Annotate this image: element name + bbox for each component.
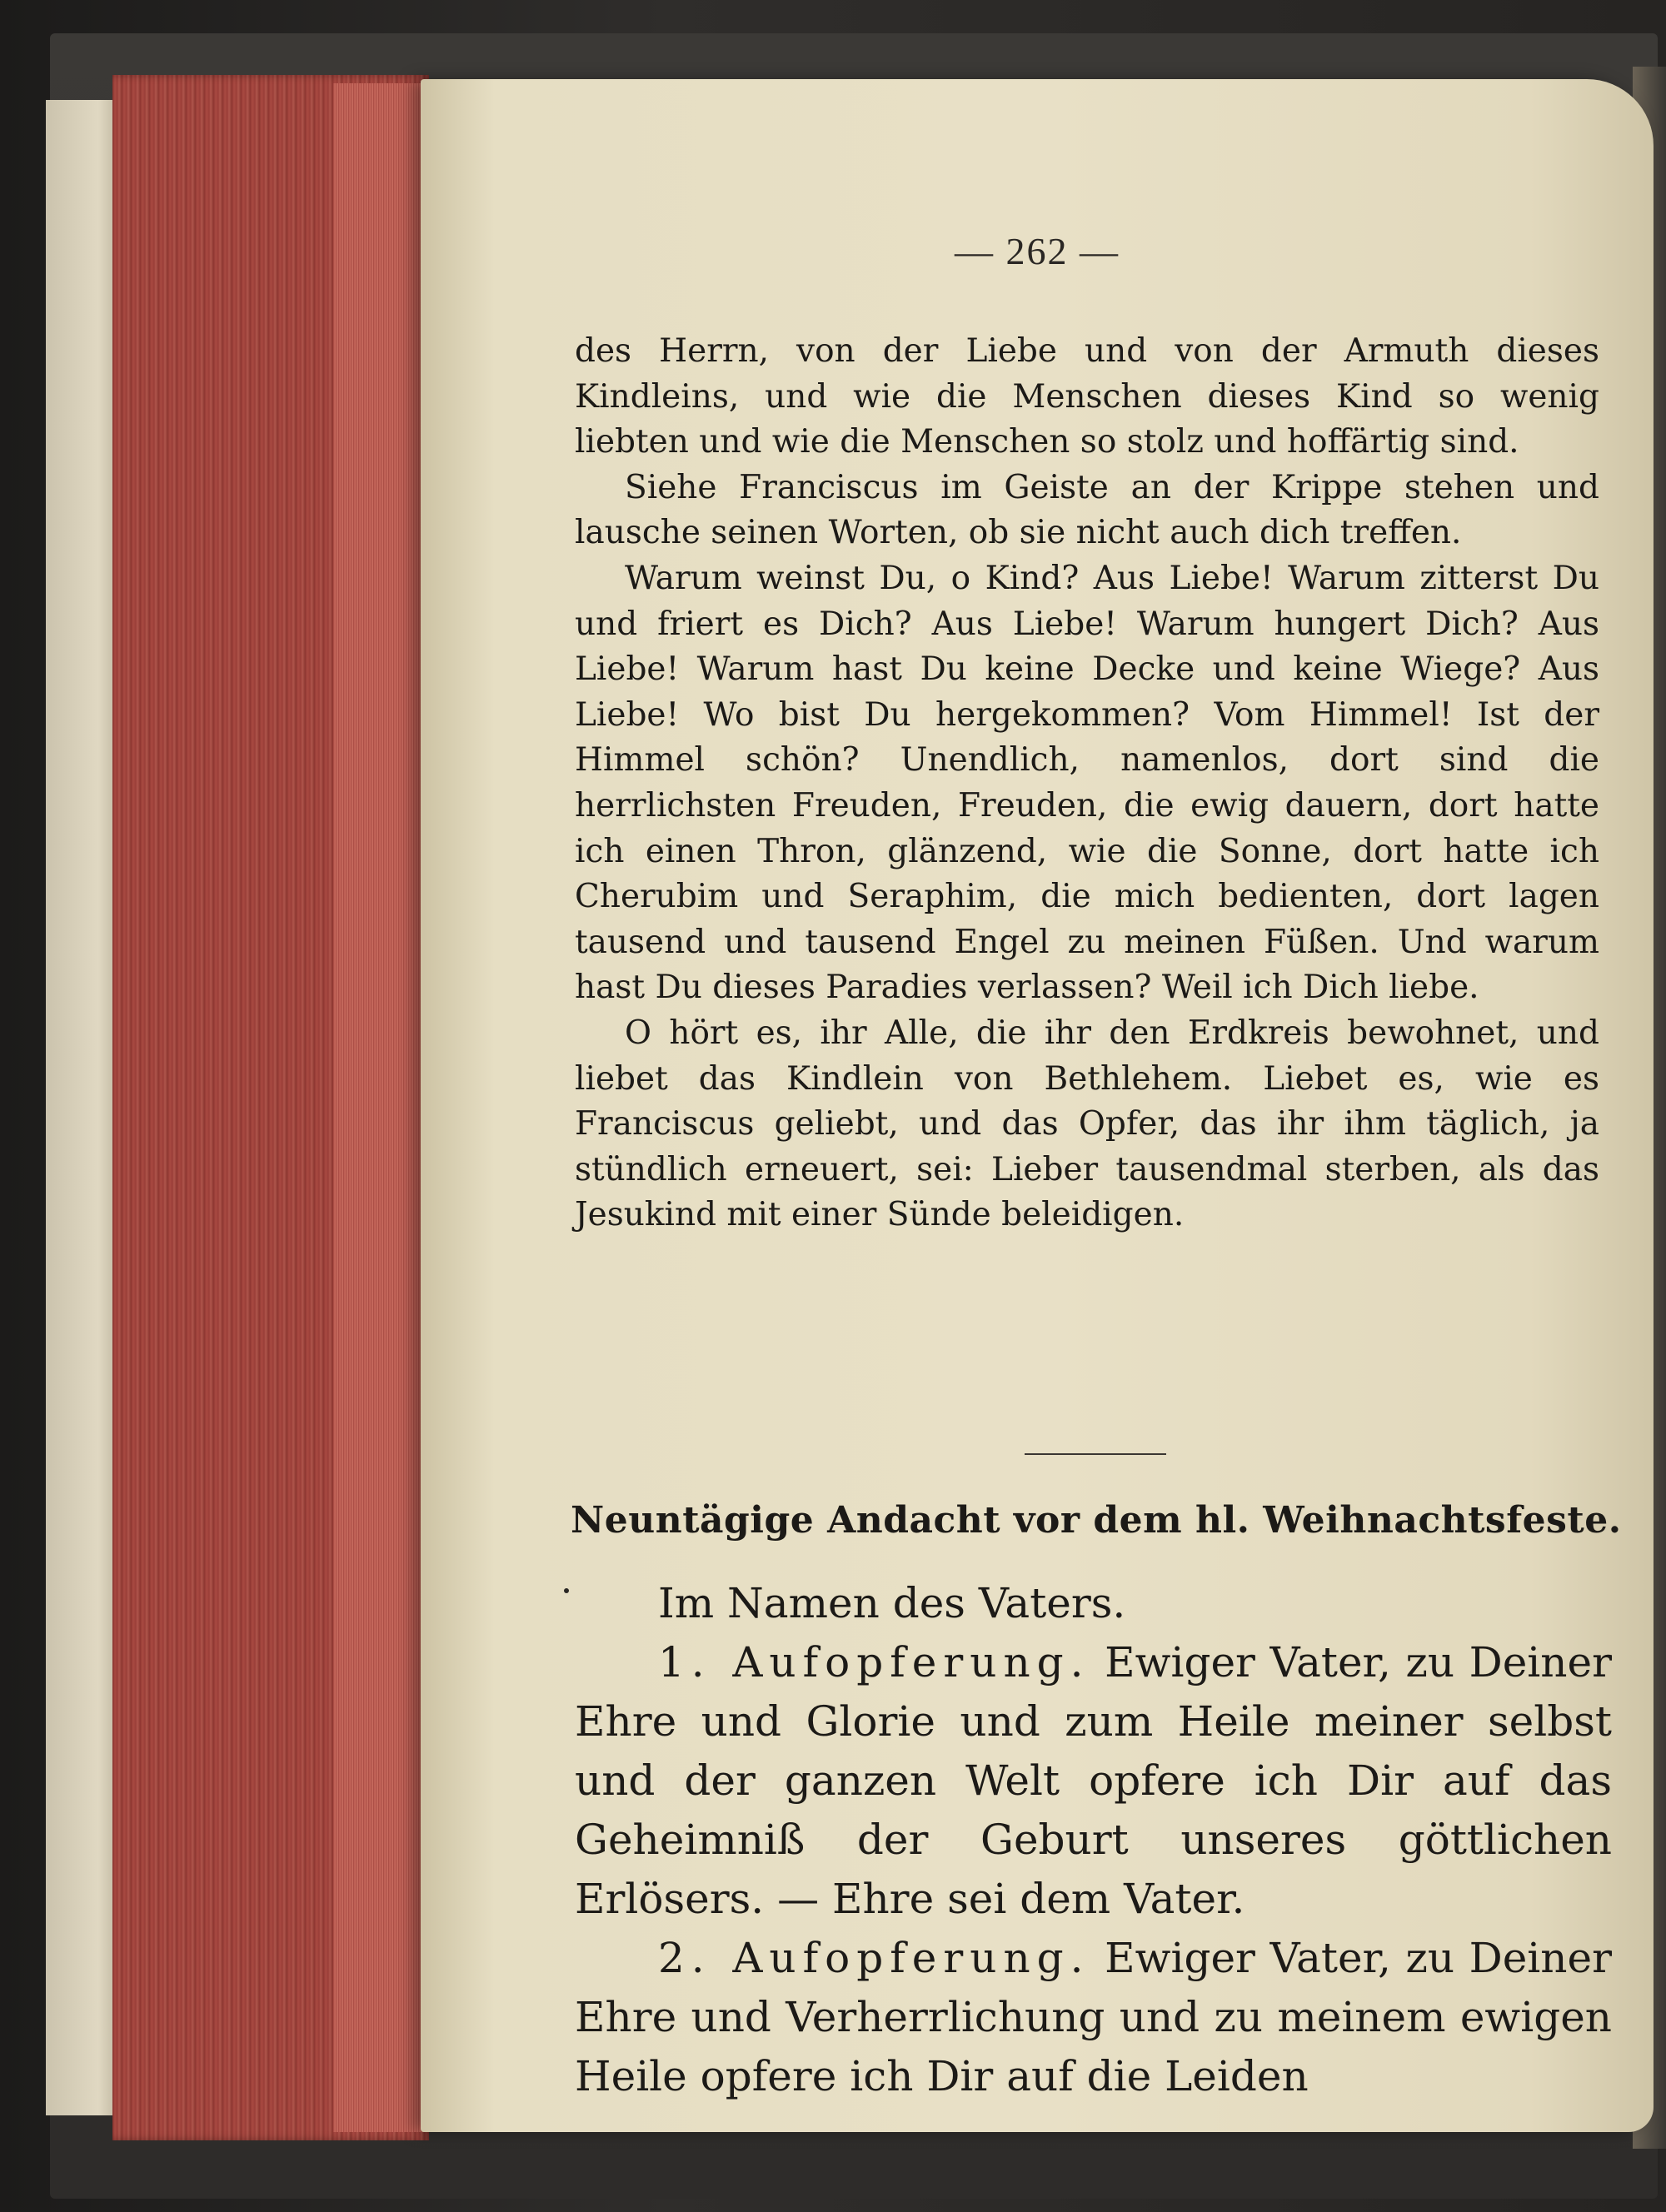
book-page [421,79,1654,2132]
section-divider [1025,1453,1166,1455]
prayer-intro: Im Namen des Vaters. [658,1579,1126,1627]
book-endpaper [46,100,121,2115]
offering-text: Ewiger Vater, zu Deiner Ehre und Verherrlichung und zu meinem ewigen Heile opfere ich Dir auf die Leiden [575,1934,1612,2100]
offering-text: Ewiger Vater, zu Deiner Ehre und Glorie und zum Heile meiner selbst und der ganzen Welt opfere ich Dir auf das Geheimniß der Geburt unseres göttlichen Erlösers. — Ehre sei dem Vater. [575,1638,1612,1923]
ink-speck [564,1588,569,1593]
paragraph: O hört es, ihr Alle, die ihr den Erdkreis bewohnet, und liebet das Kindlein von Bethlehem. Liebet es, wie es Franciscus geliebt, und das Opfer, das ihr ihm täglich, ja stündlich erneuert, sei: Lieber tausendmal sterben, als das Jesukind mit einer Sünde beleidigen. [575,1014,1599,1234]
page-edges-red-inner [333,83,429,2132]
paragraph: Siehe Franciscus im Geiste an der Krippe stehen und lausche seinen Worten, ob sie nicht auch dich treffen. [575,468,1599,552]
offering-label: 2. Aufopferung. [658,1934,1090,1982]
body-text [575,329,1599,1238]
offering-2 [575,1929,1612,2106]
page-number: — 262 — [955,230,1120,272]
paragraph: Warum weinst Du, o Kind? Aus Liebe! Warum zitterst Du und friert es Dich? Aus Liebe! Warum hungert Dich? Aus Liebe! Warum hast Du keine Decke und keine Wiege? Aus Liebe! Wo bist Du hergekommen? Vom Himmel! Ist der Himmel schön? Unendlich, namenlos, dort sind die herrlichsten Freuden, Freuden, die ewig dauern, dort hatte ich einen Thron, glänzend, wie die Sonne, dort hatte ich Cherubim und Seraphim, die mich bedienten, dort lagen tausend und tausend Engel zu meinen Füßen. Und warum hast Du dieses Paradies verlassen? Weil ich Dich liebe. [575,559,1599,1007]
paragraph: des Herrn, von der Liebe und von der Armuth dieses Kindleins, und wie die Menschen dieses Kind so wenig liebten und wie die Menschen so stolz und hoffärtig sind. [575,332,1599,461]
offering-1 [575,1633,1612,1929]
section-heading: Neuntägige Andacht vor dem hl. Weihnachtsfeste. [571,1499,1622,1542]
prayer-text [575,1574,1612,2106]
offering-label: 1. Aufopferung. [658,1638,1090,1686]
